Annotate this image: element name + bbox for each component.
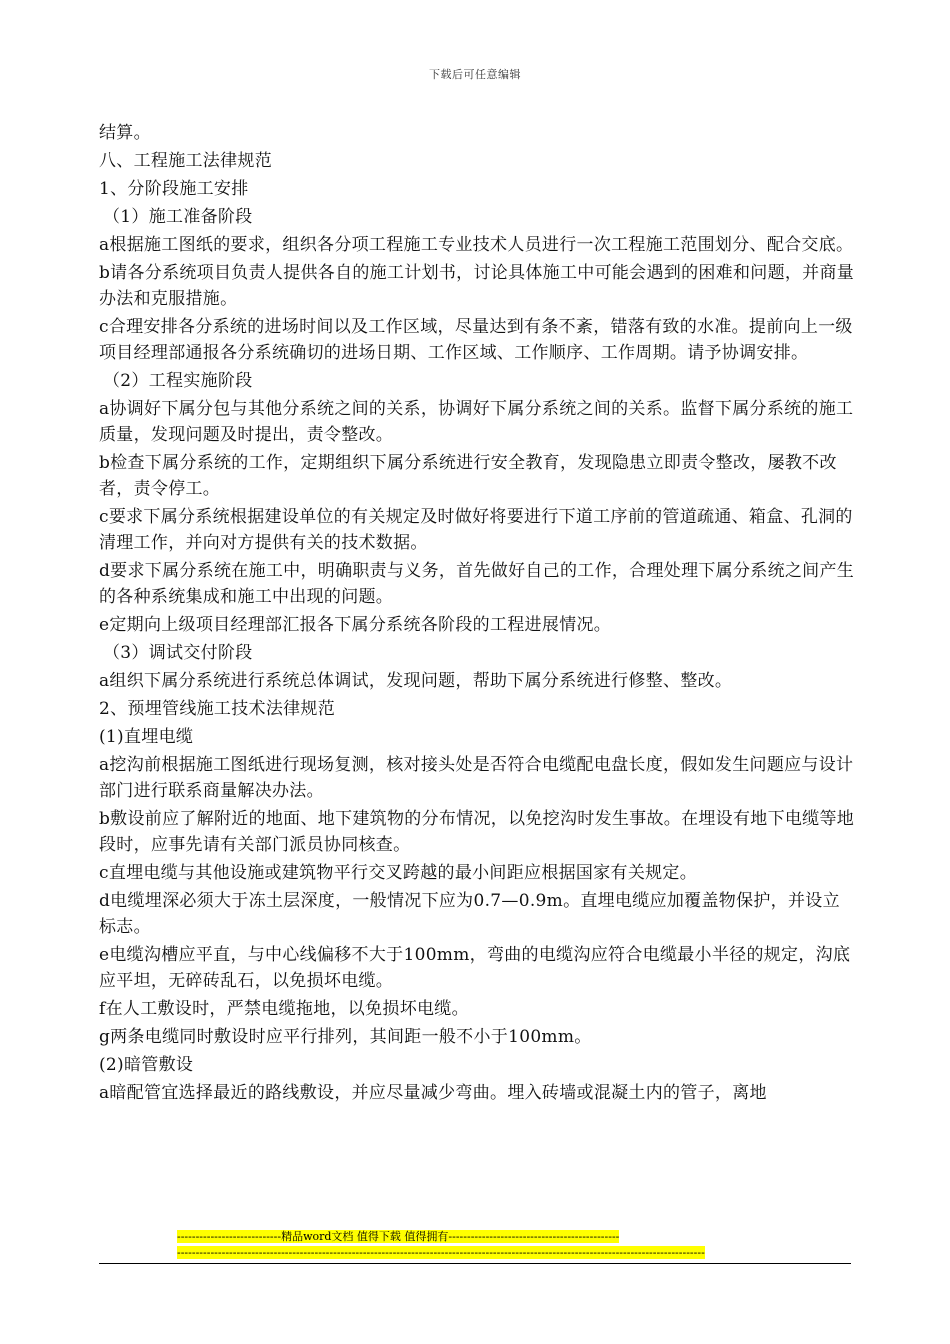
paragraph: b请各分系统项目负责人提供各自的施工计划书，讨论具体施工中可能会遇到的困难和问题，并商量办法和克服措施。 xyxy=(99,263,855,309)
item-heading: (2)暗管敷设 xyxy=(99,1055,194,1075)
paragraph: b敷设前应了解附近的地面、地下建筑物的分布情况，以免挖沟时发生事故。在埋设有地下电缆等地段时，应事先请有关部门派员协同核查。 xyxy=(99,809,855,855)
footer-text-2: ---------------------------------------------------------------------------------------------------------------------------------------------- xyxy=(177,1246,705,1259)
paragraph: e电缆沟槽应平直，与中心线偏移不大于100mm，弯曲的电缆沟应符合电缆最小半径的规定，沟底应平坦，无碎砖乱石，以免损坏电缆。 xyxy=(99,945,851,991)
paragraph: c要求下属分系统根据建设单位的有关规定及时做好将要进行下道工序前的管道疏通、箱盒、孔洞的清理工作，并向对方提供有关的技术数据。 xyxy=(99,507,853,553)
paragraph: d要求下属分系统在施工中，明确职责与义务，首先做好自己的工作，合理处理下属分系统之间产生的各种系统集成和施工中出现的问题。 xyxy=(99,561,855,607)
paragraph: b检查下属分系统的工作，定期组织下属分系统进行安全教育，发现隐患立即责令整改，屡教不改者，责令停工。 xyxy=(99,453,837,499)
stage-heading: （2）工程实施阶段 xyxy=(103,371,253,391)
subsection-heading: 1、分阶段施工安排 xyxy=(99,179,249,199)
footer-highlight-line-1 xyxy=(177,1229,760,1245)
paragraph: a暗配管宜选择最近的路线敷设，并应尽量减少弯曲。埋入砖墙或混凝土内的管子，离地 xyxy=(99,1083,767,1103)
footer-highlight-line-2 xyxy=(177,1245,774,1261)
paragraph: a组织下属分系统进行系统总体调试，发现问题，帮助下属分系统进行修整、整改。 xyxy=(99,671,733,691)
document-body xyxy=(99,120,855,1108)
paragraph: d电缆埋深必须大于冻土层深度，一般情况下应为0.7—0.9m。直埋电缆应加覆盖物保护，并设立标志。 xyxy=(99,891,840,937)
paragraph: c直埋电缆与其他设施或建筑物平行交叉跨越的最小间距应根据国家有关规定。 xyxy=(99,863,698,883)
paragraph: c合理安排各分系统的进场时间以及工作区域，尽量达到有条不紊，错落有致的水准。提前向上一级项目经理部通报各分系统确切的进场日期、工作区域、工作顺序、工作周期。请予协调安排。 xyxy=(99,317,853,363)
stage-heading: （1）施工准备阶段 xyxy=(103,207,253,227)
footer-text-1: ----------------------------精品word文档 值得下载 值得拥有---------------------------------------------- xyxy=(177,1230,620,1243)
footer-divider xyxy=(99,1263,851,1264)
page-header: 下载后可任意编辑 xyxy=(429,68,521,81)
paragraph: a挖沟前根据施工图纸进行现场复测，核对接头处是否符合电缆配电盘长度，假如发生问题应与设计部门进行联系商量解决办法。 xyxy=(99,755,854,801)
paragraph: a根据施工图纸的要求，组织各分项工程施工专业技术人员进行一次工程施工范围划分、配合交底。 xyxy=(99,235,854,255)
paragraph: g两条电缆同时敷设时应平行排列，其间距一般不小于100mm。 xyxy=(99,1027,592,1047)
stage-heading: （3）调试交付阶段 xyxy=(103,643,253,663)
paragraph: e定期向上级项目经理部汇报各下属分系统各阶段的工程进展情况。 xyxy=(99,615,612,635)
paragraph: a协调好下属分包与其他分系统之间的关系，协调好下属分系统之间的关系。监督下属分系统的施工质量，发现问题及时提出，责令整改。 xyxy=(99,399,854,445)
item-heading: (1)直埋电缆 xyxy=(99,727,194,747)
section-heading: 八、工程施工法律规范 xyxy=(99,151,272,171)
paragraph: 结算。 xyxy=(99,123,151,143)
subsection-heading: 2、预埋管线施工技术法律规范 xyxy=(99,699,336,719)
paragraph: f在人工敷设时，严禁电缆拖地，以免损坏电缆。 xyxy=(99,999,469,1019)
